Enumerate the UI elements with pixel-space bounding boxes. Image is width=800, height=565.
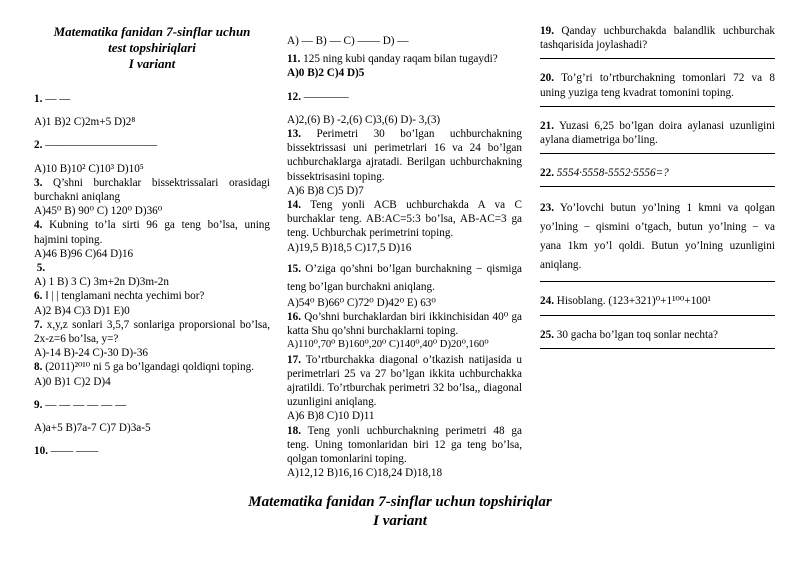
footer-line-2: I variant — [373, 513, 427, 529]
question-11: 11. 125 ning kubi qanday raqam bilan tugaydi? — [287, 53, 498, 66]
answers-12: A)2,(6) B) -2,(6) C)3,(6) D)- 3,(3) — [287, 113, 441, 126]
answers-11: A)0 B)2 C)4 D)5 — [287, 67, 365, 80]
column-1 — [34, 24, 270, 458]
question-4: 4. Kubning to’la sirti 96 ga teng bo’lsa, uning hajmini toping. — [34, 219, 270, 246]
question-14: 14. Teng yonli ACB uchburchakda A va C burchaklar teng. AB:AC=5:3 bo’lsa, AB-AC=3 ga teng. Uchburchak perimetrini toping. — [287, 199, 522, 240]
answer-line-22 — [540, 180, 775, 187]
answers-2: A)10 B)10² C)10³ D)10⁵ — [34, 162, 144, 175]
question-19: 19. Qanday uchburchakda balandlik uchburchak tashqarisida joylashadi? — [540, 25, 775, 52]
column-2 — [287, 24, 522, 480]
answers-18: A)12,12 B)16,16 C)18,24 D)18,18 — [287, 467, 443, 480]
footer-title — [0, 493, 800, 531]
answers-9: A)a+5 B)7a-7 C)7 D)3a-5 — [34, 422, 151, 435]
question-20: 20. To’g’ri to’rtburchakning tomonlari 72 va 8 uning yuziga teng kvadrat tomonini toping. — [540, 72, 775, 99]
answer-line-20 — [540, 100, 775, 107]
answers-17: A)6 B)8 C)10 D)11 — [287, 410, 375, 423]
question-1: 1. — — — [34, 93, 71, 105]
question-15: 15. O’ziga qo’shni bo’lgan burchakning − qismiga teng bo’lgan burchakni aniqlang. — [287, 262, 523, 293]
question-5: 5. — [36, 262, 46, 275]
question-22: 22. 5554·5558-5552·5556=? — [540, 167, 669, 180]
question-10: 10. —— —— — [34, 445, 99, 458]
answer-line-19 — [540, 52, 775, 59]
question-3: 3. Q’shni burchaklar bissektrissalari orasidagi burchakni aniqlang — [34, 176, 270, 204]
answers-16: A)110⁰,70⁰ B)160⁰,20⁰ C)140⁰,40⁰ D)20⁰,160⁰ — [287, 339, 489, 351]
answers-13: A)6 B)8 C)5 D)7 — [287, 184, 364, 197]
question-7: 7. x,y,z sonlari 3,5,7 sonlariga proporsional bo’lsa, 2x-z=6 bo’lsa, y=? — [34, 318, 270, 346]
answer-line-21 — [540, 147, 775, 154]
question-24: 24. Hisoblang. (123+321)⁰+1¹⁰⁰+100¹ — [540, 295, 711, 308]
question-9: 9. — — — — — — — [34, 398, 127, 411]
answer-line-23 — [540, 275, 775, 282]
footer-line-1: Matematika fanidan 7-sinflar uchun topshiriqlar — [248, 494, 552, 510]
question-23: 23. Yo’lovchi butun yo’lning 1 kmni va qolgan yo’lning − qismini o’tgach, butun yo’lning − va yana 1km yo’l qoldi. Butun yo’lning uzunligini aniqlang. — [540, 202, 775, 272]
answers-3: A)45⁰ B) 90⁰ C) 120⁰ D)36⁰ — [34, 205, 163, 218]
answer-line-24 — [540, 309, 775, 316]
title-line-1: Matematika fanidan 7-sinflar uchun — [53, 24, 251, 39]
answer-line-25 — [540, 342, 775, 349]
question-25: 25. 30 gacha bo’lgan toq sonlar nechta? — [540, 328, 719, 341]
question-12: 12. ———— — [287, 90, 349, 103]
page-title — [34, 24, 270, 72]
question-8: 8. (2011)²⁰¹⁰ ni 5 ga bo’lgandagi qoldiqni toping. — [34, 361, 255, 374]
title-line-3: I variant — [128, 56, 176, 71]
answers-4: A)46 B)96 C)64 D)16 — [34, 247, 134, 260]
question-17: 17. To’rtburchakka diagonal o’tkazish natijasida u perimetrlari 25 va 27 bo’lgan ikkita uchburchakka ajratildi. To’rtburchak perimetri 32 bo’lsa,, diagonal uzunligini aniqlang. — [287, 353, 522, 409]
answers-5: A) 1 B) 3 C) 3m+2n D)3m-2n — [34, 276, 169, 289]
answers-6: A)2 B)4 C)3 D)1 E)0 — [34, 304, 130, 317]
answers-8: A)0 B)1 C)2 D)4 — [34, 375, 111, 388]
question-6: 6. ‖ | | tenglamani nechta yechimi bor? — [34, 290, 205, 303]
question-21: 21. Yuzasi 6,25 bo’lgan doira aylanasi uzunligini aylana diametriga bo’ling. — [540, 119, 775, 147]
question-18: 18. Teng yonli uchburchakning perimetri 48 ga teng. Uning tomonlaridan biri 12 ga teng bo’lsa, qolgan tomonlarini toping. — [287, 424, 522, 466]
answers-7: A)-14 B)-24 C)-30 D)-36 — [34, 347, 149, 360]
answers-15: A)54⁰ B)66⁰ C)72⁰ D)42⁰ E) 63⁰ — [287, 296, 436, 309]
column-3 — [540, 24, 775, 361]
answers-14: A)19,5 B)18,5 C)17,5 D)16 — [287, 241, 412, 254]
question-13: 13. Perimetri 30 bo’lgan uchburchakning bissektrissasi uni perimetrlari 16 va 24 bo’lgan uchburchaklarga ajratadi. Berilgan uchburchakning bissektrisasini toping. — [287, 128, 522, 183]
answers-1: A)1 B)2 C)2m+5 D)2⁸ — [34, 116, 136, 129]
question-16: 16. Qo’shni burchaklardan biri ikkinchisidan 40⁰ ga katta Shu qo’shni burchaklarni toping. — [287, 311, 523, 338]
question-2: 2. —————————— — [34, 139, 158, 152]
title-line-2: test topshiriqlari — [108, 40, 196, 55]
answers-10: A) — B) — C) —— D) — — [287, 35, 409, 47]
